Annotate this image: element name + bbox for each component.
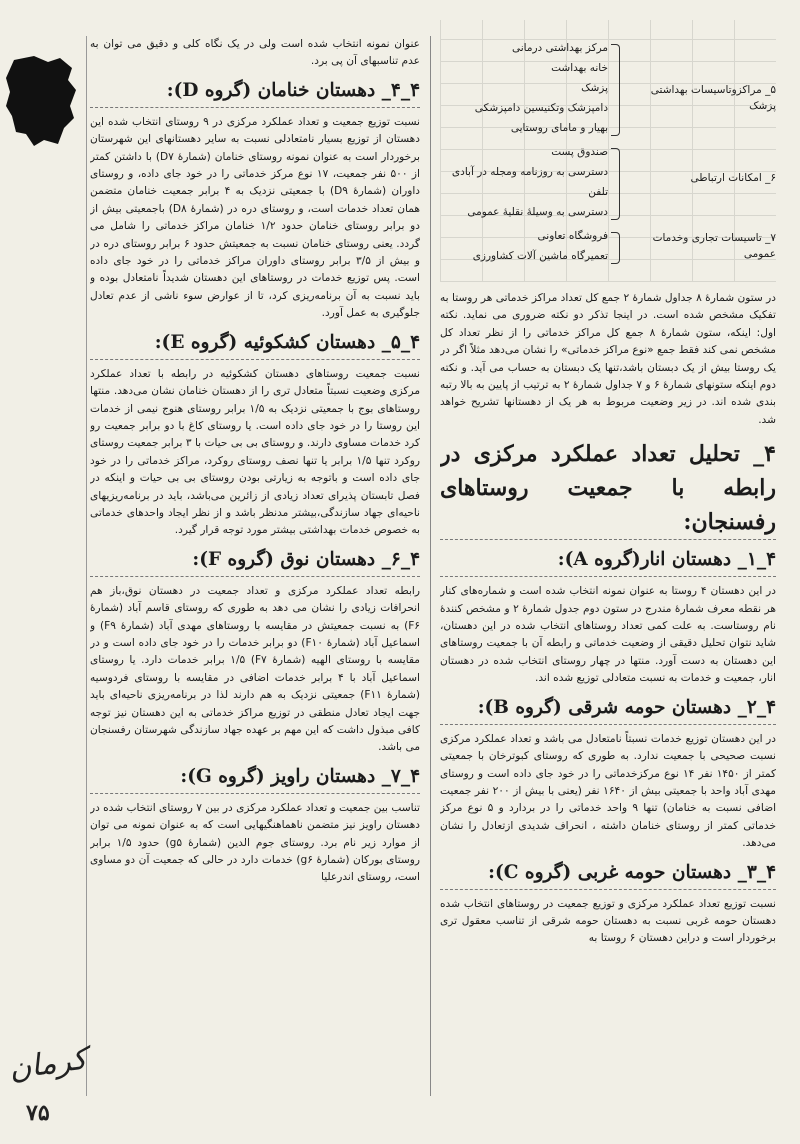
right-column	[440, 290, 776, 1100]
facility-category: ۵_ مراکزوتاسیسات بهداشتی پزشک	[650, 84, 776, 112]
section-4-2-heading: ۴_۲_ دهستان حومه شرقی (گروه B):	[440, 694, 776, 725]
facility-item: فروشگاه تعاونی	[537, 230, 608, 242]
facility-bracket	[611, 44, 620, 136]
kerman-map-icon	[4, 54, 78, 150]
section-4-6-heading: ۴_۶_ دهستان نوق (گروه F):	[90, 546, 420, 577]
section-4-4-text: نسبت توزیع جمعیت و تعداد عملکرد مرکزی در ۹ روستای انتخاب شده این دهستان از توزیع بسیار نامتعادلی نسبت به سایر دهستانهای این شهرستان برخوردار است به عنوان نمونه روستای خنامان (شمارهٔ D۷) با داشتن کمتر از ۵۰۰ نفر جمعیت، ۱۷ نوع مرکز خدماتی را در خود جای داده، و روستای داوران (شمارهٔ D۹) با جمعیتی نزدیک به ۴ برابر جمعیت خنامان متضمن همان تعداد خدمات است، و روستای دره در (شمارهٔ D۸) باجمعیتی بیش از دو برابر روستای خنامان حدود ۱/۲ خنامان مراکز خدماتی را شامل می گردد. یعنی روستای خنامان نسبت به جمعیتش حدود ۶ برابر روستای دره در و بیش از ۳/۵ برابر روستای داوران مراکز خدماتی را در خود جای داده است. پس توزیع خدمات در روستاهای این دهستان شدیداً نامتعادل بوده و باید نسبت به آن برنامه‌ریزی کرد، تا از عوارض سوء ناشی از عدم تعادل جلوگیری به عمل آورد.	[90, 115, 420, 320]
facilities-table	[440, 20, 776, 282]
facility-item: پزشک	[581, 82, 608, 94]
facility-item: بهیار و مامای روستایی	[510, 122, 608, 134]
section-4-heading-text: ۴_ تحلیل تعداد عملکرد مرکزی در رابطه با جمعیت روستاهای رفسنجان:	[440, 437, 776, 540]
kerman-logo: کرمان	[6, 1041, 90, 1087]
facility-items	[440, 226, 608, 266]
facility-items	[440, 142, 608, 222]
facility-bracket	[611, 232, 620, 264]
left-margin-line	[86, 36, 87, 1096]
intro-paragraph: عنوان نمونه انتخاب شده است ولی در یک نگاه کلی و دقیق می توان به عدم تناسبهای آن پی برد.	[90, 38, 420, 68]
facility-category: ۶_ امکانات ارتباطی	[690, 172, 776, 184]
facility-items	[440, 38, 608, 138]
section-4-5-text: نسبت جمعیت روستاهای دهستان کشکوئیه در رابطه با تعداد عملکرد مرکزی وضعیت نسبتاً متعادل تری را از دهستان خنامان نشان می‌دهد. منتها روستاهای بوج با جمعیتی نزدیک به ۱/۵ برابر روستای هنوج نیمی از خدمات این روستا را در خود جای داده است. یا روستای کاغ با دو برابر جمعیت رو کرد خدمات مساوی دارند. و روستای بی بی حیات با ۳ برابر جمعیت روستای روکرد تنها ۱/۵ برابر یا تنها نصف روستای روکرد، مراکز خدماتی را در خود جای داده است و باتوجه به زیارتی بودن روستای بی بی حیات و اینکه در فصل تابستان پذیرای تعداد زیادی از زائرین می‌باشد، باید در برنامه‌ریزیهای ناحیه‌ای جهاد سازندگی،بیشتر مدنظر باشد و از نظر ایجاد واحدهای خدماتی به خصوص خدمات بهداشتی بیشتر مورد توجه قرار گیرد.	[90, 367, 420, 537]
section-4-1-text: در این دهستان ۴ روستا به عنوان نمونه انتخاب شده است و شماره‌های کنار هر نقطه معرف شمارهٔ مندرج در ستون دوم جدول شمارهٔ ۲ و مشخص کنندهٔ نام روستاست. به علت کمی تعداد روستاهای انتخاب شده در این دهستان، شاید نتوان تحلیل دقیقی از وضعیت خدماتی و رابطه آن با جمعیت روستاهای این دهستان به دست آورد. منتها در چهار روستای انتخاب شده در دهستان انار، جمعیت و خدمات به نسبت متعادلی توزیع شده اند.	[440, 585, 776, 685]
section-4-3-text: نسبت توزیع تعداد عملکرد مرکزی و توزیع جمعیت در روستاهای انتخاب شده دهستان حومه غربی نسبت به دهستان حومه شرقی از تناسب معقول تری برخوردار است و دراین دهستان ۶ روستا به	[440, 897, 776, 945]
facility-item: خانه بهداشت	[551, 62, 608, 74]
notes-paragraph: در ستون شمارهٔ ۸ جداول شمارهٔ ۲ جمع کل تعداد مراکز خدماتی هر روستا به تفکیک مشخص شده است. در اینجا تذکر دو نکته ضروری می نماید. نکته اول: اینکه، ستون شمارهٔ ۸ جمع کل مراکز خدماتی را از نظر تعداد کل مشخص نمی کند فقط جمع «نوع مراکز خدماتی» را نشان می‌دهد مثلاً اگر در یک روستا بیش از یک دبستان باشد،تنها یک دبستان به حساب می آید. و نکته دوم اینکه ستونهای شمارهٔ ۶ و ۷ جداول شمارهٔ ۲ به ترتیب از پایین به بالا رتبه بندی شده اند. در زیر وضعیت مربوط به هر یک از دهستانها تشریح خواهد شد.	[440, 292, 776, 426]
section-4-heading	[440, 437, 776, 540]
facility-item: دامپزشک وتکنیسین دامپزشکی	[474, 102, 608, 114]
section-4-7-heading: ۴_۷_ دهستان راویز (گروه G):	[90, 763, 420, 794]
page-number: ۷۵	[26, 1100, 50, 1126]
facility-item: دسترسی به وسیلهٔ نقلیهٔ عمومی	[467, 206, 608, 218]
facility-bracket	[611, 148, 620, 220]
facility-item: تلفن	[588, 186, 608, 198]
section-4-7-text: تناسب بین جمعیت و تعداد عملکرد مرکزی در بین ۷ روستای انتخاب شده در دهستان راویز نیز متضمن ناهماهنگیهایی است که به عنوان نمونه می توان از موارد زیر نام برد. روستای جوم الدین (شمارهٔ g۵) حدود ۱/۵ برابر روستای بورکان (شمارهٔ g۶) خدمات دارد در حالی که جمعیت آن دو مساوی است، روستای اندرعلیا	[90, 801, 420, 884]
facility-item: صندوق پست	[551, 146, 608, 158]
column-divider	[430, 36, 431, 1096]
section-4-6-text: رابطه تعداد عملکرد مرکزی و تعداد جمعیت در دهستان نوق،باز هم انحرافات زیادی را نشان می دهد به طوری که روستای قاسم آباد (شمارهٔ F۶) به نسبت جمعیتش در مقایسه با روستاهای مهدی آباد (شمارهٔ F۹) و اسماعیل آباد (شمارهٔ F۱۰) دو برابر خدمات را در خود جای داده است و در مقایسه با روستای الهیه (شمارهٔ F۷) ۱/۵ برابر خدمات دارد. یا روستای اسماعیل آباد با ۴ برابر خدمات اضافی در مقایسه با روستای فردوسیه (شمارهٔ F۱۱) جمعیتی نزدیک به هم دارند لذا در برنامه‌ریزی ناحیه‌ای باید جهت ایجاد تعادل منطقی در توزیع مراکز خدماتی به این دهستان نیز توجه کافی مبذول داشت که این مهم بر عهده جهاد سازندگی شهرستان رفسنجان می باشد.	[90, 584, 420, 754]
facility-item: تعمیرگاه ماشین آلات کشاورزی	[472, 250, 608, 262]
section-4-4-heading: ۴_۴_ دهستان خنامان (گروه D):	[90, 77, 420, 108]
facility-item: دسترسی به روزنامه ومجله در آبادی	[451, 166, 608, 178]
left-column	[90, 36, 420, 1076]
facility-item: مرکز بهداشتی درمانی	[511, 42, 608, 54]
facility-category: ۷_ تاسیسات تجاری وخدمات عمومی	[652, 232, 776, 260]
section-4-3-heading: ۴_۳_ دهستان حومه غربی (گروه C):	[440, 859, 776, 890]
section-4-2-text: در این دهستان توزیع خدمات نسبتاً نامتعادل می باشد و تعداد عملکرد مرکزی نسبت صحیحی با جمعیت ندارد. به طوری که روستای کبوترخان با جمعیتی کمتر از ۱۴۵۰ نفر ۱۴ نوع مرکزخدماتی را در خود جای داده است و روستای مهدی آباد واحد با جمعیتی بیش از ۱۶۴۰ نفر (یعنی با بیش از ۲۰۰ نفر جمعیت اضافی نسبت به خنامان) تنها ۹ واحد خدماتی را در بردارد و ۵ نوع مرکز خدماتی کمتر از روستای خنامان داشته ، انحراف شدیدی ازتعادل را نشان می‌دهد.	[440, 732, 776, 850]
section-4-5-heading: ۴_۵_ دهستان کشکوئیه (گروه E):	[90, 329, 420, 360]
section-4-1-heading: ۴_۱_ دهستان انار(گروه A):	[440, 546, 776, 577]
